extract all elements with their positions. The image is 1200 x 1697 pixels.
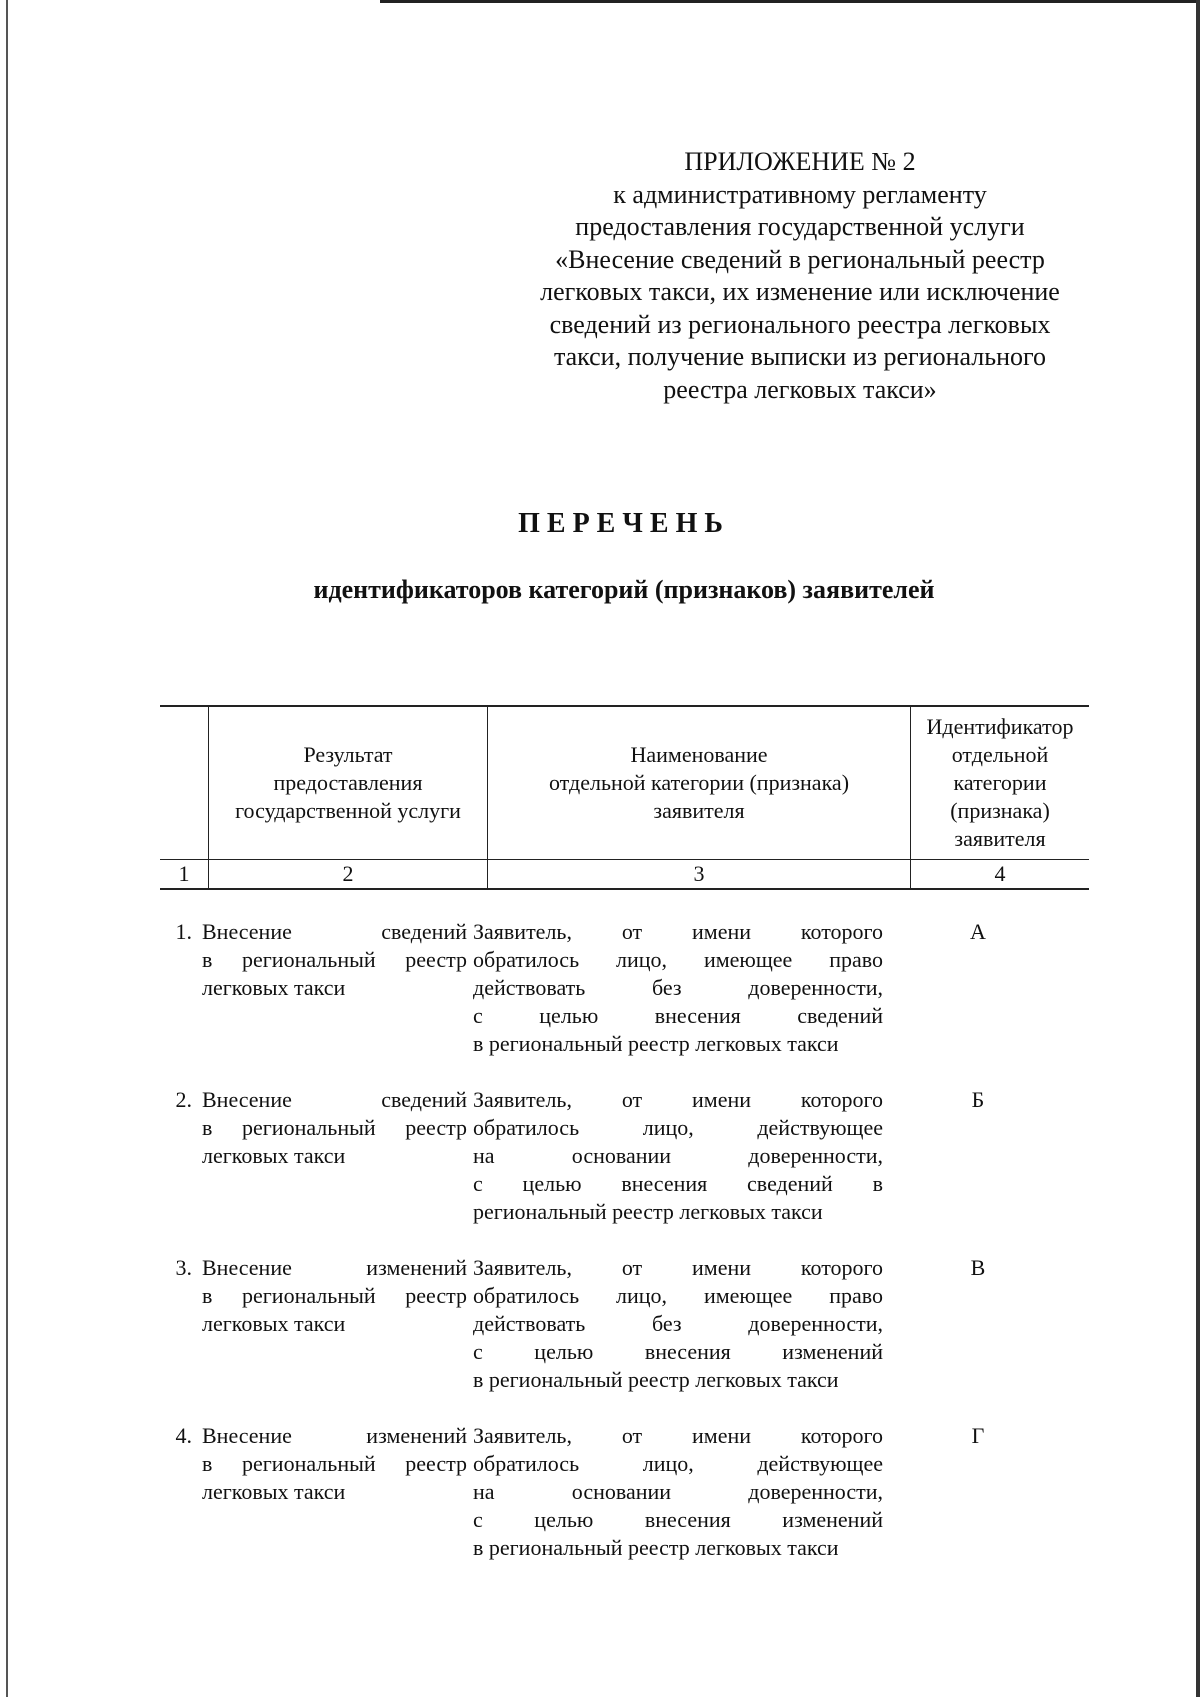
header-col-category: [488, 706, 911, 860]
result-line: легковых такси: [202, 1143, 346, 1168]
category-line: обратилось лицо, имеющее право: [473, 947, 883, 972]
categories-list: [160, 918, 1089, 1590]
category-line: действовать без доверенности,: [473, 975, 883, 1000]
category-line: с целью внесения изменений: [473, 1507, 883, 1532]
result-line: Внесение сведений: [202, 1087, 467, 1112]
category-line: в региональный реестр легковых такси: [473, 1535, 839, 1560]
row-number: 3.: [175, 1255, 192, 1280]
category-line: с целью внесения изменений: [473, 1339, 883, 1364]
row-number: 1.: [175, 919, 192, 944]
row-result: [202, 1086, 467, 1226]
result-line: легковых такси: [202, 1479, 346, 1504]
appendix-header: [515, 146, 1085, 406]
row-result: [202, 1254, 467, 1394]
row-number: 4.: [175, 1423, 192, 1448]
table-row: [160, 918, 1089, 1058]
scan-edge-right: [1196, 0, 1200, 1697]
header-line: Идентификатор: [926, 714, 1074, 739]
appendix-line: «Внесение сведений в региональный реестр: [555, 244, 1045, 274]
header-line: заявителя: [653, 798, 745, 823]
row-identifier: В: [970, 1255, 986, 1280]
category-line: Заявитель, от имени которого: [473, 1255, 883, 1280]
document-subtitle: идентификаторов категорий (признаков) заявителей: [313, 575, 935, 604]
table-row: [160, 1254, 1089, 1394]
category-line: Заявитель, от имени которого: [473, 919, 883, 944]
appendix-line: реестра легковых такси»: [663, 374, 937, 404]
category-line: в региональный реестр легковых такси: [473, 1367, 839, 1392]
header-line: государственной услуги: [235, 798, 461, 823]
column-number: 3: [488, 860, 911, 890]
result-line: легковых такси: [202, 975, 346, 1000]
header-line: Результат: [303, 742, 393, 767]
category-line: на основании доверенности,: [473, 1479, 883, 1504]
header-line: отдельной: [951, 742, 1049, 767]
column-number: 4: [911, 860, 1090, 890]
column-number: 1: [160, 860, 209, 890]
document-title: ПЕРЕЧЕНЬ: [518, 508, 730, 539]
table-row: [160, 1422, 1089, 1562]
category-line: с целью внесения сведений в: [473, 1171, 883, 1196]
column-number: 2: [209, 860, 488, 890]
appendix-line: к административному регламенту: [613, 179, 987, 209]
result-line: легковых такси: [202, 1311, 346, 1336]
header-line: категории: [953, 770, 1047, 795]
header-col-result: [209, 706, 488, 860]
row-identifier: Б: [971, 1087, 985, 1112]
row-result: [202, 1422, 467, 1562]
appendix-line: ПРИЛОЖЕНИЕ № 2: [684, 147, 916, 176]
category-line: в региональный реестр легковых такси: [473, 1031, 839, 1056]
category-line: региональный реестр легковых такси: [473, 1199, 823, 1224]
header-line: предоставления: [273, 770, 423, 795]
result-line: в региональный реестр: [202, 1451, 467, 1476]
header-line: отдельной категории (признака): [548, 770, 850, 795]
row-category: [473, 1086, 883, 1226]
result-line: Внесение изменений: [202, 1423, 467, 1448]
table-row: [160, 1086, 1089, 1226]
category-line: обратилось лицо, действующее: [473, 1451, 883, 1476]
header-line: заявителя: [954, 826, 1046, 851]
appendix-line: сведений из регионального реестра легковых: [549, 309, 1051, 339]
category-line: Заявитель, от имени которого: [473, 1087, 883, 1112]
row-result: [202, 918, 467, 1058]
result-line: Внесение сведений: [202, 919, 467, 944]
appendix-line: легковых такси, их изменение или исключение: [540, 277, 1060, 306]
categories-table-header: [160, 705, 1089, 890]
header-line: (признака): [950, 798, 1050, 823]
row-category: [473, 1422, 883, 1562]
category-line: Заявитель, от имени которого: [473, 1423, 883, 1448]
row-identifier: Г: [971, 1423, 985, 1448]
result-line: в региональный реестр: [202, 1283, 467, 1308]
appendix-line: предоставления государственной услуги: [575, 212, 1025, 241]
header-col-identifier: [911, 706, 1090, 860]
row-identifier: А: [970, 919, 986, 944]
row-number: 2.: [175, 1087, 192, 1112]
result-line: в региональный реестр: [202, 1115, 467, 1140]
category-line: обратилось лицо, действующее: [473, 1115, 883, 1140]
header-line: Наименование: [630, 742, 768, 767]
category-line: действовать без доверенности,: [473, 1311, 883, 1336]
category-line: с целью внесения сведений: [473, 1003, 883, 1028]
appendix-line: такси, получение выписки из регионального: [553, 342, 1047, 371]
result-line: Внесение изменений: [202, 1255, 467, 1280]
scan-edge-left: [6, 0, 8, 1697]
header-col-1: [160, 706, 209, 860]
category-line: на основании доверенности,: [473, 1143, 883, 1168]
scan-edge-top: [380, 0, 1200, 3]
row-category: [473, 1254, 883, 1394]
result-line: в региональный реестр: [202, 947, 467, 972]
row-category: [473, 918, 883, 1058]
category-line: обратилось лицо, имеющее право: [473, 1283, 883, 1308]
